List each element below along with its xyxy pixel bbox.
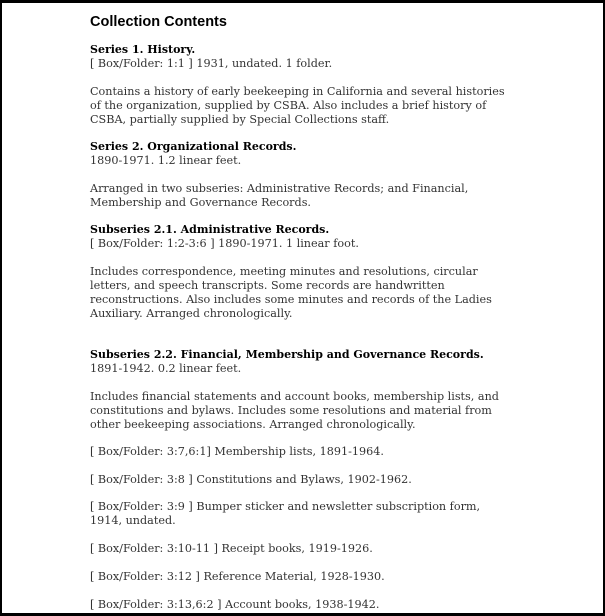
series-2-heading: Series 2. Organizational Records. (90, 140, 297, 153)
subseries-2-1-heading: Subseries 2.1. Administrative Records. (90, 223, 330, 236)
list-item: [ Box/Folder: 3:10-11 ] Receipt books, 1919-1926. (90, 542, 373, 555)
list-item: [ Box/Folder: 3:13,6:2 ] Account books, 1938-1942. (90, 598, 380, 611)
subseries-2-2-heading: Subseries 2.2. Financial, Membership and Governance Records. (90, 348, 484, 361)
list-item: [ Box/Folder: 3:8 ] Constitutions and Bylaws, 1902-1962. (90, 473, 412, 486)
subseries-2-1-description: Includes correspondence, meeting minutes and resolutions, circular letters, and speech transcripts. Some records are handwritten reconstructions. Also includes some minutes and records of the Ladies Auxiliary. Arranged chronologically. (90, 265, 492, 320)
series-2-description: Arranged in two subseries: Administrative Records; and Financial, Membership and Governance Records. (90, 182, 469, 209)
list-item: [ Box/Folder: 3:9 ] Bumper sticker and newsletter subscription form, 1914, undated. (90, 500, 481, 527)
subseries-2-1-extent: [ Box/Folder: 1:2-3:6 ] 1890-1971. 1 linear foot. (90, 237, 359, 250)
series-1-description: Contains a history of early beekeeping in California and several histories of the organization, supplied by CSBA. Also includes a brief history of CSBA, partially supplied by Special Collections staff. (90, 85, 505, 126)
series-1-extent: [ Box/Folder: 1:1 ] 1931, undated. 1 folder. (90, 57, 333, 70)
series-2-extent: 1890-1971. 1.2 linear feet. (90, 154, 242, 167)
list-item: [ Box/Folder: 3:12 ] Reference Material, 1928-1930. (90, 570, 385, 583)
page-title: Collection Contents (90, 14, 227, 30)
series-1-heading: Series 1. History. (90, 43, 196, 56)
list-item: [ Box/Folder: 3:7,6:1] Membership lists, 1891-1964. (90, 445, 384, 458)
subseries-2-2-extent: 1891-1942. 0.2 linear feet. (90, 362, 242, 375)
subseries-2-2-description: Includes financial statements and account books, membership lists, and constitutions and bylaws. Includes some resolutions and material from other beekeeping associations. Arranged chronologically. (90, 390, 499, 431)
